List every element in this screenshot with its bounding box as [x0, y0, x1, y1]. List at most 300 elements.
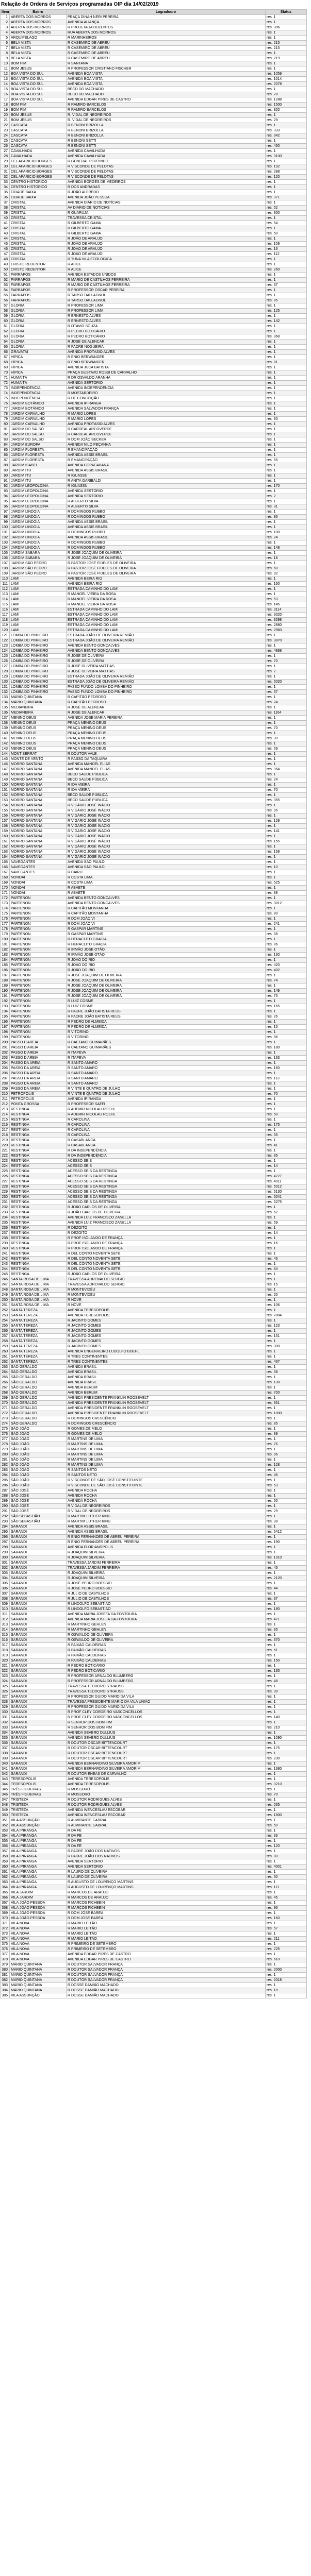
- item-cell: 77: [1, 406, 10, 412]
- table-row: [1, 133, 307, 139]
- item-cell: 293: [1, 1519, 10, 1524]
- table-row: [1, 1097, 307, 1102]
- table-row: [1, 968, 307, 973]
- bairro-cell: MORRO SANTANA: [10, 798, 67, 803]
- item-cell: 213: [1, 1107, 10, 1112]
- table-row: [1, 561, 307, 566]
- bairro-cell: PONTA GROSSA: [10, 1102, 67, 1107]
- item-cell: 292: [1, 1514, 10, 1519]
- item-cell: 178: [1, 927, 10, 932]
- table-row: [1, 1293, 307, 1298]
- logradouro-cell: R LAURO DE OLIVEIRA: [67, 1875, 266, 1880]
- bairro-cell: JARDIM EUROPA: [10, 443, 67, 448]
- status-cell: res. 1: [266, 1720, 307, 1725]
- bairro-cell: MORRO SANTANA: [10, 834, 67, 839]
- logradouro-cell: PRAÇA MENINO DEUS: [67, 731, 266, 736]
- logradouro-cell: R DOUTOR OSCAR BITTENCOURT: [67, 1741, 266, 1746]
- logradouro-cell: R AUGUSTO DE LOURENÇO MARTINS: [67, 1880, 266, 1885]
- status-cell: res. 1: [266, 51, 307, 56]
- item-cell: 189: [1, 984, 10, 989]
- bairro-cell: SARANDI: [10, 1550, 67, 1555]
- table-row: [1, 51, 307, 56]
- logradouro-cell: R JOSÉ JOAQUIM DE OLIVEIRA: [67, 551, 266, 556]
- table-row: [1, 1566, 307, 1571]
- bairro-cell: RESTINGA: [10, 1257, 67, 1262]
- logradouro-cell: R SENHOR DOS BOM FIM: [67, 1720, 266, 1725]
- bairro-cell: SARANDI: [10, 1725, 67, 1731]
- item-cell: 377: [1, 1952, 10, 1957]
- status-cell: res. 1: [266, 1040, 307, 1045]
- status-cell: res. 1090: [266, 1736, 307, 1741]
- logradouro-cell: R MARTINS DE LIMA: [67, 1458, 266, 1463]
- status-cell: res. 69: [266, 747, 307, 752]
- bairro-cell: VILA IPIRANGA: [10, 1870, 67, 1875]
- bairro-cell: HUMAITÁ: [10, 381, 67, 386]
- logradouro-cell: AVENIDA FLORIANÓPOLIS: [67, 1545, 266, 1550]
- table-row: [1, 999, 307, 1004]
- bairro-cell: LOMBA DO PINHEIRO: [10, 680, 67, 685]
- logradouro-cell: R PASTOR JOSÉ FIDELES DE OLIVEIRA: [67, 561, 266, 566]
- item-cell: 214: [1, 1112, 10, 1117]
- table-row: [1, 1937, 307, 1942]
- logradouro-cell: R JOÃO DO RIO: [67, 968, 266, 973]
- status-cell: res. 1: [266, 437, 307, 443]
- item-cell: 162: [1, 844, 10, 850]
- table-row: [1, 607, 307, 613]
- item-cell: 142: [1, 741, 10, 747]
- item-cell: 39: [1, 211, 10, 216]
- bairro-cell: SÃO JOÃO: [10, 1452, 67, 1458]
- table-row: [1, 1648, 307, 1653]
- item-cell: 257: [1, 1334, 10, 1339]
- item-cell: 314: [1, 1628, 10, 1633]
- bairro-cell: TRISTEZA: [10, 1803, 67, 1808]
- table-row: [1, 1112, 307, 1117]
- item-cell: 83: [1, 437, 10, 443]
- bairro-cell: SÃO GERALDO: [10, 1411, 67, 1416]
- item-cell: 90: [1, 473, 10, 479]
- table-row: [1, 1380, 307, 1385]
- item-cell: 26: [1, 144, 10, 149]
- status-cell: res. 2880: [266, 623, 307, 628]
- bairro-cell: JARDIM SÃO PEDRO: [10, 561, 67, 566]
- bairro-cell: VILA NOVA: [10, 1937, 67, 1942]
- table-row: [1, 1643, 307, 1648]
- item-cell: 71: [1, 376, 10, 381]
- table-row: [1, 525, 307, 530]
- table-row: [1, 1787, 307, 1792]
- status-cell: res. 1: [266, 1128, 307, 1133]
- bairro-cell: CRISTAL: [10, 242, 67, 247]
- status-cell: res. 1: [266, 1684, 307, 1689]
- bairro-cell: SARANDI: [10, 1607, 67, 1612]
- logradouro-cell: R SENHOR DOS BOM FIM: [67, 1725, 266, 1731]
- logradouro-cell: R CARDEAL ARCOVERDE: [67, 427, 266, 432]
- status-cell: res. 1: [266, 1246, 307, 1251]
- logradouro-cell: R DE CONCEIÇÃO: [67, 396, 266, 401]
- status-cell: res. 1: [266, 1828, 307, 1834]
- table-row: [1, 1061, 307, 1066]
- item-cell: 354: [1, 1834, 10, 1839]
- bairro-cell: SARANDI: [10, 1581, 67, 1586]
- item-cell: 374: [1, 1937, 10, 1942]
- item-cell: 53: [1, 283, 10, 288]
- item-cell: 7: [1, 46, 10, 51]
- table-row: [1, 1117, 307, 1123]
- bairro-cell: VILA IPIRANGA: [10, 1849, 67, 1854]
- bairro-cell: RESTINGA: [10, 1205, 67, 1210]
- status-cell: res. 175: [266, 1746, 307, 1751]
- status-cell: res. 1: [266, 1504, 307, 1509]
- bairro-cell: RESTINGA: [10, 1267, 67, 1272]
- logradouro-cell: AVENIDA BERLIM: [67, 1391, 266, 1396]
- item-cell: 124: [1, 649, 10, 654]
- table-row: [1, 1906, 307, 1911]
- item-cell: 65: [1, 345, 10, 350]
- status-cell: res. 16: [266, 247, 307, 252]
- item-cell: 36: [1, 195, 10, 200]
- logradouro-cell: R DOMINGOS CRESCÊNCIO: [67, 1416, 266, 1421]
- logradouro-cell: R JOÃO DO RIO: [67, 963, 266, 968]
- bairro-cell: LOMBA DO PINHEIRO: [10, 643, 67, 649]
- bairro-cell: SÃO JOÃO: [10, 1442, 67, 1447]
- bairro-cell: SARANDI: [10, 1731, 67, 1736]
- logradouro-cell: R MARIO LEITÃO: [67, 1937, 266, 1942]
- table-row: [1, 458, 307, 463]
- bairro-cell: MORRO SANTANA: [10, 850, 67, 855]
- table-row: [1, 844, 307, 850]
- table-row: [1, 329, 307, 334]
- table-row: [1, 180, 307, 185]
- bairro-cell: CEL APARICIO BORGES: [10, 159, 67, 164]
- bairro-cell: PARTENON: [10, 968, 67, 973]
- item-cell: 3: [1, 25, 10, 30]
- bairro-cell: SÃO GERALDO: [10, 1416, 67, 1421]
- item-cell: 357: [1, 1849, 10, 1854]
- status-cell: res. 1: [266, 87, 307, 92]
- bairro-cell: MORRO SANTANA: [10, 819, 67, 824]
- logradouro-cell: AVENIDA EDGAR PIRES DE CASTRO: [67, 97, 266, 103]
- bairro-cell: MORRO SANTANA: [10, 772, 67, 777]
- item-cell: 139: [1, 726, 10, 731]
- item-cell: 195: [1, 1014, 10, 1020]
- logradouro-cell: R ITAPEVA: [67, 1050, 266, 1056]
- table-row: [1, 556, 307, 561]
- bairro-cell: LOMBA DO PINHEIRO: [10, 669, 67, 674]
- item-cell: 205: [1, 1066, 10, 1071]
- item-cell: 361: [1, 1870, 10, 1875]
- table-row: [1, 1349, 307, 1354]
- item-cell: 82: [1, 432, 10, 437]
- logradouro-cell: AVENIDA LUIZ FRANCISCO ZANELLA: [67, 1215, 266, 1221]
- bairro-cell: JARDIM LEOPOLDINA: [10, 499, 67, 504]
- logradouro-cell: AVENIDA ROCHA: [67, 1494, 266, 1499]
- bairro-cell: SARANDI: [10, 1633, 67, 1638]
- item-cell: 318: [1, 1648, 10, 1653]
- status-cell: res. 215: [266, 41, 307, 46]
- logradouro-cell: R JULIO DE CASTILHOS: [67, 1597, 266, 1602]
- item-cell: 96: [1, 504, 10, 510]
- item-cell: 14: [1, 82, 10, 87]
- item-cell: 95: [1, 499, 10, 504]
- status-cell: res. 149: [266, 989, 307, 994]
- status-cell: res. 210: [266, 1725, 307, 1731]
- item-cell: 365: [1, 1890, 10, 1895]
- status-cell: res. 50: [266, 231, 307, 236]
- table-row: [1, 1756, 307, 1761]
- logradouro-cell: R COSTA LIMA: [67, 880, 266, 886]
- bairro-cell: RESTINGA: [10, 1128, 67, 1133]
- bairro-cell: SARANDI: [10, 1664, 67, 1669]
- bairro-cell: SÃO GERALDO: [10, 1385, 67, 1391]
- item-cell: 287: [1, 1488, 10, 1494]
- item-cell: 54: [1, 288, 10, 293]
- item-cell: 267: [1, 1385, 10, 1391]
- item-cell: 11: [1, 66, 10, 72]
- status-cell: res. 1: [266, 886, 307, 891]
- status-cell: res. 89: [266, 1432, 307, 1437]
- status-cell: res. 5012: [266, 1184, 307, 1190]
- status-cell: res. 1: [266, 685, 307, 690]
- status-cell: res. 342: [266, 133, 307, 139]
- item-cell: 232: [1, 1205, 10, 1210]
- status-cell: res. 1: [266, 1808, 307, 1813]
- logradouro-cell: R JOSÉ JOAQUIM DE OLIVEIRA: [67, 989, 266, 994]
- item-cell: 278: [1, 1442, 10, 1447]
- item-cell: 373: [1, 1931, 10, 1937]
- logradouro-cell: R CAROLINA: [67, 1123, 266, 1128]
- table-row: [1, 247, 307, 252]
- status-cell: res. 1: [266, 1901, 307, 1906]
- status-cell: res. 1: [266, 1385, 307, 1391]
- item-cell: 46: [1, 247, 10, 252]
- status-cell: res. 1: [266, 654, 307, 659]
- item-cell: 375: [1, 1942, 10, 1947]
- table-row: [1, 803, 307, 808]
- logradouro-cell: R DOMINGOS RUBBO: [67, 515, 266, 520]
- table-row: [1, 736, 307, 741]
- table-row: [1, 350, 307, 355]
- table-row: [1, 103, 307, 108]
- status-cell: res. 1: [266, 870, 307, 875]
- bairro-cell: SARANDI: [10, 1700, 67, 1705]
- status-cell: res. 1: [266, 958, 307, 963]
- status-cell: res. 1: [266, 257, 307, 262]
- item-cell: 202: [1, 1050, 10, 1056]
- table-row: [1, 1468, 307, 1473]
- table-row: [1, 1834, 307, 1839]
- logradouro-cell: R ALBERTO SILVA: [67, 499, 266, 504]
- item-cell: 55: [1, 293, 10, 298]
- item-cell: 337: [1, 1746, 10, 1751]
- bairro-cell: MORRO SANTANA: [10, 803, 67, 808]
- bairro-cell: LAMI: [10, 602, 67, 607]
- item-cell: 295: [1, 1530, 10, 1535]
- status-cell: res. 46: [266, 1473, 307, 1478]
- logradouro-cell: AVENIDA ASSIS BRASIL: [67, 453, 266, 458]
- bairro-cell: CEL APARICIO BORGES: [10, 164, 67, 170]
- status-cell: res. 96: [266, 1906, 307, 1911]
- logradouro-cell: R CASABLANCA: [67, 1138, 266, 1143]
- table-row: [1, 695, 307, 700]
- table-row: [1, 1020, 307, 1025]
- status-cell: res. 1: [266, 443, 307, 448]
- logradouro-cell: R PEDRO DE ALMEIDA: [67, 1025, 266, 1030]
- table-row: [1, 1674, 307, 1679]
- status-cell: res. 1: [266, 1215, 307, 1221]
- service-orders-table: [0, 9, 307, 1998]
- logradouro-cell: R VISCONDE DE PELOTAS: [67, 170, 266, 175]
- status-cell: res. 108: [266, 242, 307, 247]
- status-cell: res. 1: [266, 370, 307, 376]
- logradouro-cell: R VIGÁRIO JOSÉ INÁCIO: [67, 819, 266, 824]
- status-cell: res. 1: [266, 391, 307, 396]
- bairro-cell: RESTINGA: [10, 1159, 67, 1164]
- item-cell: 103: [1, 540, 10, 546]
- status-cell: res. 129: [266, 819, 307, 824]
- table-row: [1, 978, 307, 984]
- bairro-cell: RESTINGA: [10, 1123, 67, 1128]
- item-cell: 338: [1, 1751, 10, 1756]
- bairro-cell: JARDIM CARVALHO: [10, 412, 67, 417]
- item-cell: 255: [1, 1324, 10, 1329]
- logradouro-cell: R JOAQUIM SILVEIRA: [67, 1576, 266, 1581]
- status-cell: res. 1: [266, 814, 307, 819]
- status-cell: res. 145: [266, 602, 307, 607]
- logradouro-cell: R MARIO DE CASTILHOS FERREIRA: [67, 278, 266, 283]
- logradouro-cell: R BENONI BRIZOLLA: [67, 123, 266, 128]
- status-cell: res. 2: [266, 669, 307, 674]
- logradouro-cell: R DOM JOÃO VI: [67, 917, 266, 922]
- item-cell: 80: [1, 422, 10, 427]
- table-row: [1, 865, 307, 870]
- table-row: [1, 1540, 307, 1545]
- bairro-cell: VILA IPIRANGA: [10, 1854, 67, 1859]
- table-row: [1, 1411, 307, 1416]
- item-cell: 165: [1, 860, 10, 865]
- status-cell: res. 1: [266, 473, 307, 479]
- bairro-cell: VILA IPIRANGA: [10, 1865, 67, 1870]
- logradouro-cell: R PROF ISOLANDO DE FRANÇA: [67, 1241, 266, 1246]
- bairro-cell: GLÓRIA: [10, 334, 67, 340]
- item-cell: 381: [1, 1973, 10, 1978]
- status-cell: res. 1: [266, 226, 307, 231]
- item-cell: 343: [1, 1777, 10, 1782]
- item-cell: 163: [1, 850, 10, 855]
- status-cell: res. 35: [266, 1133, 307, 1138]
- status-cell: res. 106: [266, 1303, 307, 1308]
- logradouro-cell: AVENIDA CAVALHADA: [67, 154, 266, 159]
- logradouro-cell: AVENIDA ESTADOS UNIDOS: [67, 273, 266, 278]
- status-cell: res. 1: [266, 1973, 307, 1978]
- table-row: [1, 535, 307, 540]
- status-cell: res. 4911: [266, 1179, 307, 1184]
- item-cell: 147: [1, 767, 10, 772]
- bairro-cell: SÃO JOÃO: [10, 1473, 67, 1478]
- bairro-cell: SÃO GERALDO: [10, 1375, 67, 1380]
- table-row: [1, 731, 307, 736]
- logradouro-cell: R DEL CONTO NOVENTA SETE: [67, 1267, 266, 1272]
- logradouro-cell: BECO SAÚDE PÚBLICA: [67, 772, 266, 777]
- table-row: [1, 118, 307, 123]
- bairro-cell: BOM FIM: [10, 103, 67, 108]
- status-cell: res. 125: [266, 309, 307, 314]
- item-cell: 261: [1, 1354, 10, 1360]
- bairro-cell: RESTINGA: [10, 1195, 67, 1200]
- table-row: [1, 1009, 307, 1014]
- table-row: [1, 546, 307, 551]
- table-row: [1, 257, 307, 262]
- item-cell: 210: [1, 1092, 10, 1097]
- status-cell: res. 18: [266, 556, 307, 561]
- item-cell: 160: [1, 834, 10, 839]
- logradouro-cell: AVENIDA SERTÓRIO: [67, 1859, 266, 1865]
- bairro-cell: PARTENON: [10, 911, 67, 917]
- bairro-cell: PASSO DA AREIA: [10, 1061, 67, 1066]
- bairro-cell: CRISTAL: [10, 257, 67, 262]
- table-row: [1, 401, 307, 406]
- item-cell: 40: [1, 216, 10, 221]
- logradouro-cell: R GENERAL PORTINHO: [67, 159, 266, 164]
- status-cell: res. 1500: [266, 103, 307, 108]
- table-row: [1, 515, 307, 520]
- logradouro-cell: R EMANCIPAÇÃO: [67, 448, 266, 453]
- table-row: [1, 283, 307, 288]
- bairro-cell: VILA NOVA: [10, 1952, 67, 1957]
- table-row: [1, 700, 307, 705]
- item-cell: 129: [1, 674, 10, 680]
- item-cell: 200: [1, 1040, 10, 1045]
- table-row: [1, 41, 307, 46]
- item-cell: 348: [1, 1803, 10, 1808]
- bairro-cell: JARDIM LINDÓIA: [10, 510, 67, 515]
- item-cell: 34: [1, 185, 10, 190]
- item-cell: 211: [1, 1097, 10, 1102]
- bairro-cell: SARANDI: [10, 1617, 67, 1622]
- status-cell: res. 1: [266, 1061, 307, 1066]
- table-row: [1, 1102, 307, 1107]
- logradouro-cell: R GASPAR MARTINS: [67, 932, 266, 937]
- bairro-cell: SANTA ROSA DE LIMA: [10, 1287, 67, 1293]
- status-cell: res. 74: [266, 978, 307, 984]
- bairro-cell: BOA VISTA DO SUL: [10, 92, 67, 97]
- bairro-cell: SARANDI: [10, 1710, 67, 1715]
- item-cell: 107: [1, 561, 10, 566]
- item-cell: 324: [1, 1679, 10, 1684]
- item-cell: 192: [1, 999, 10, 1004]
- item-cell: 382: [1, 1978, 10, 1983]
- bairro-cell: ABERTA DOS MORROS: [10, 20, 67, 25]
- bairro-cell: SANTA ROSA DE LIMA: [10, 1282, 67, 1287]
- status-cell: res. 41: [266, 1143, 307, 1148]
- status-cell: res. 368: [266, 334, 307, 340]
- logradouro-cell: R ALMIRANTE CABRAL: [67, 1818, 266, 1823]
- table-row: [1, 1777, 307, 1782]
- status-cell: res. 1: [266, 324, 307, 329]
- table-row: [1, 216, 307, 221]
- status-cell: res. 59: [266, 1221, 307, 1226]
- status-cell: res. 5275: [266, 1200, 307, 1205]
- item-cell: 37: [1, 200, 10, 206]
- logradouro-cell: ACESSO SEIS DA RESTINGA: [67, 1195, 266, 1200]
- item-cell: 110: [1, 577, 10, 582]
- status-cell: res. 1: [266, 15, 307, 20]
- status-cell: res. 1: [266, 716, 307, 721]
- status-cell: res. 192: [266, 164, 307, 170]
- item-cell: 304: [1, 1576, 10, 1581]
- table-row: [1, 1179, 307, 1184]
- bairro-cell: FARRAPOS: [10, 278, 67, 283]
